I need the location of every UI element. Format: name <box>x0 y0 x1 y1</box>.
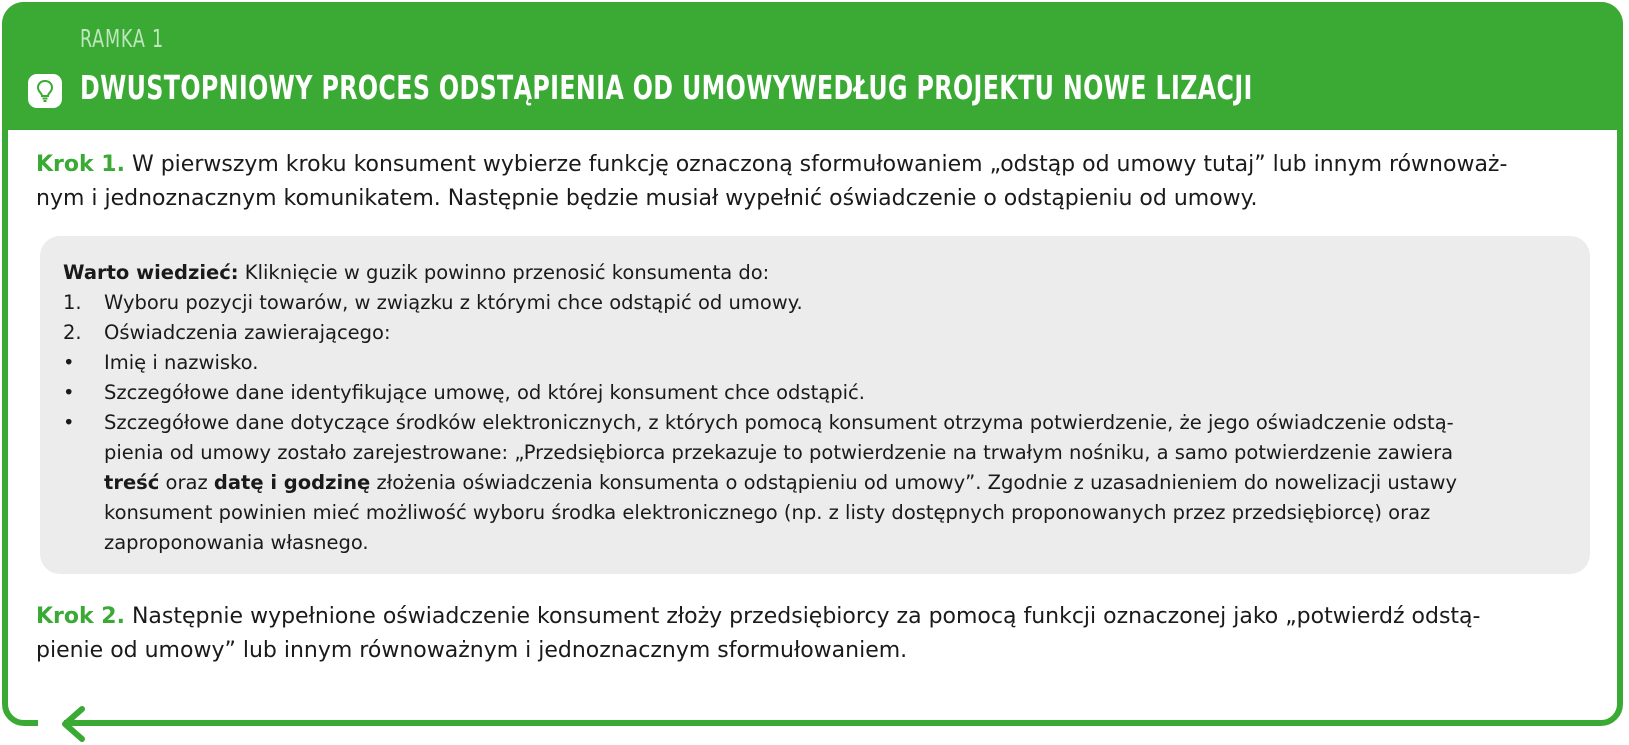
list-item-text: Wyboru pozycji towarów, w związku z którymi chce odstąpić od umowy. <box>104 291 803 314</box>
step-2-label: Krok 2. <box>36 604 125 629</box>
step-2-paragraph <box>36 600 1596 668</box>
list-item-text: Szczegółowe dane identyfikujące umowę, od której konsument chce odstąpić. <box>104 381 865 404</box>
step-1-line-1: W pierwszym kroku konsument wybierze funkcję oznaczoną sformułowaniem „odstąp od umowy tutaj” lub innym równoważ- <box>124 152 1508 177</box>
list-item <box>63 378 1563 408</box>
box-title: DWUSTOPNIOWY PROCES ODSTĄPIENIA OD UMOWYWEDŁUG PROJEKTU NOWE LIZACJI <box>80 68 1253 107</box>
arrow-left-icon <box>56 705 96 745</box>
inline-text: oraz <box>159 471 214 494</box>
info-lead-bold: Warto wiedzieć: <box>63 261 239 284</box>
step-1-line-2: nym i jednoznacznym komunikatem. Następnie będzie musiał wypełnić oświadczenie o odstąpieniu od umowy. <box>36 186 1258 211</box>
list-item-text: Imię i nazwisko. <box>104 351 259 374</box>
info-box <box>40 236 1590 574</box>
step-1-label: Krok 1. <box>36 152 125 177</box>
list-item <box>63 288 1563 318</box>
box-header <box>2 2 1623 130</box>
list-item <box>63 348 1563 378</box>
box-kicker: RAMKA 1 <box>80 24 164 53</box>
list-item-line: Szczegółowe dane dotyczące środków elektronicznych, z których pomocą konsument otrzyma potwierdzenie, że jego oświadczenie odstą- <box>104 411 1454 434</box>
list-item-text: Oświadczenia zawierającego: <box>104 321 391 344</box>
list-marker: 1. <box>63 291 82 314</box>
list-item-line: pienia od umowy zostało zarejestrowane: „Przedsiębiorca przekazuje to potwierdzenie na trwałym nośniku, a samo potwierdzenie zawiera <box>104 441 1454 464</box>
list-marker: • <box>63 411 75 434</box>
list-marker: • <box>63 351 75 374</box>
list-item-line <box>104 468 1563 498</box>
step-1-paragraph <box>36 148 1596 216</box>
list-item-line: konsument powinien mieć możliwość wyboru środka elektronicznego (np. z listy dostępnych proponowanych przez przedsiębiorcę) oraz <box>104 501 1431 524</box>
list-item <box>63 318 1563 348</box>
list-item-line: zaproponowania własnego. <box>104 531 369 554</box>
info-content <box>63 258 1563 558</box>
list-marker: 2. <box>63 321 82 344</box>
list-item <box>63 408 1563 558</box>
inline-text: złożenia oświadczenia konsumenta o odstąpieniu od umowy”. Zgodnie z uzasadnieniem do nowelizacji ustawy <box>370 471 1457 494</box>
lightbulb-icon <box>28 74 62 108</box>
step-2-line-2: pienie od umowy” lub innym równoważnym i jednoznacznym sformułowaniem. <box>36 638 908 663</box>
list-marker: • <box>63 381 75 404</box>
bold-term: treść <box>104 471 160 494</box>
info-lead-text: Kliknięcie w guzik powinno przenosić konsumenta do: <box>238 261 770 284</box>
step-2-line-1: Następnie wypełnione oświadczenie konsument złoży przedsiębiorcy za pomocą funkcji oznaczonej jako „potwierdź odstą- <box>124 604 1481 629</box>
info-lead <box>63 258 1563 288</box>
bold-term: datę i godzinę <box>213 471 371 494</box>
